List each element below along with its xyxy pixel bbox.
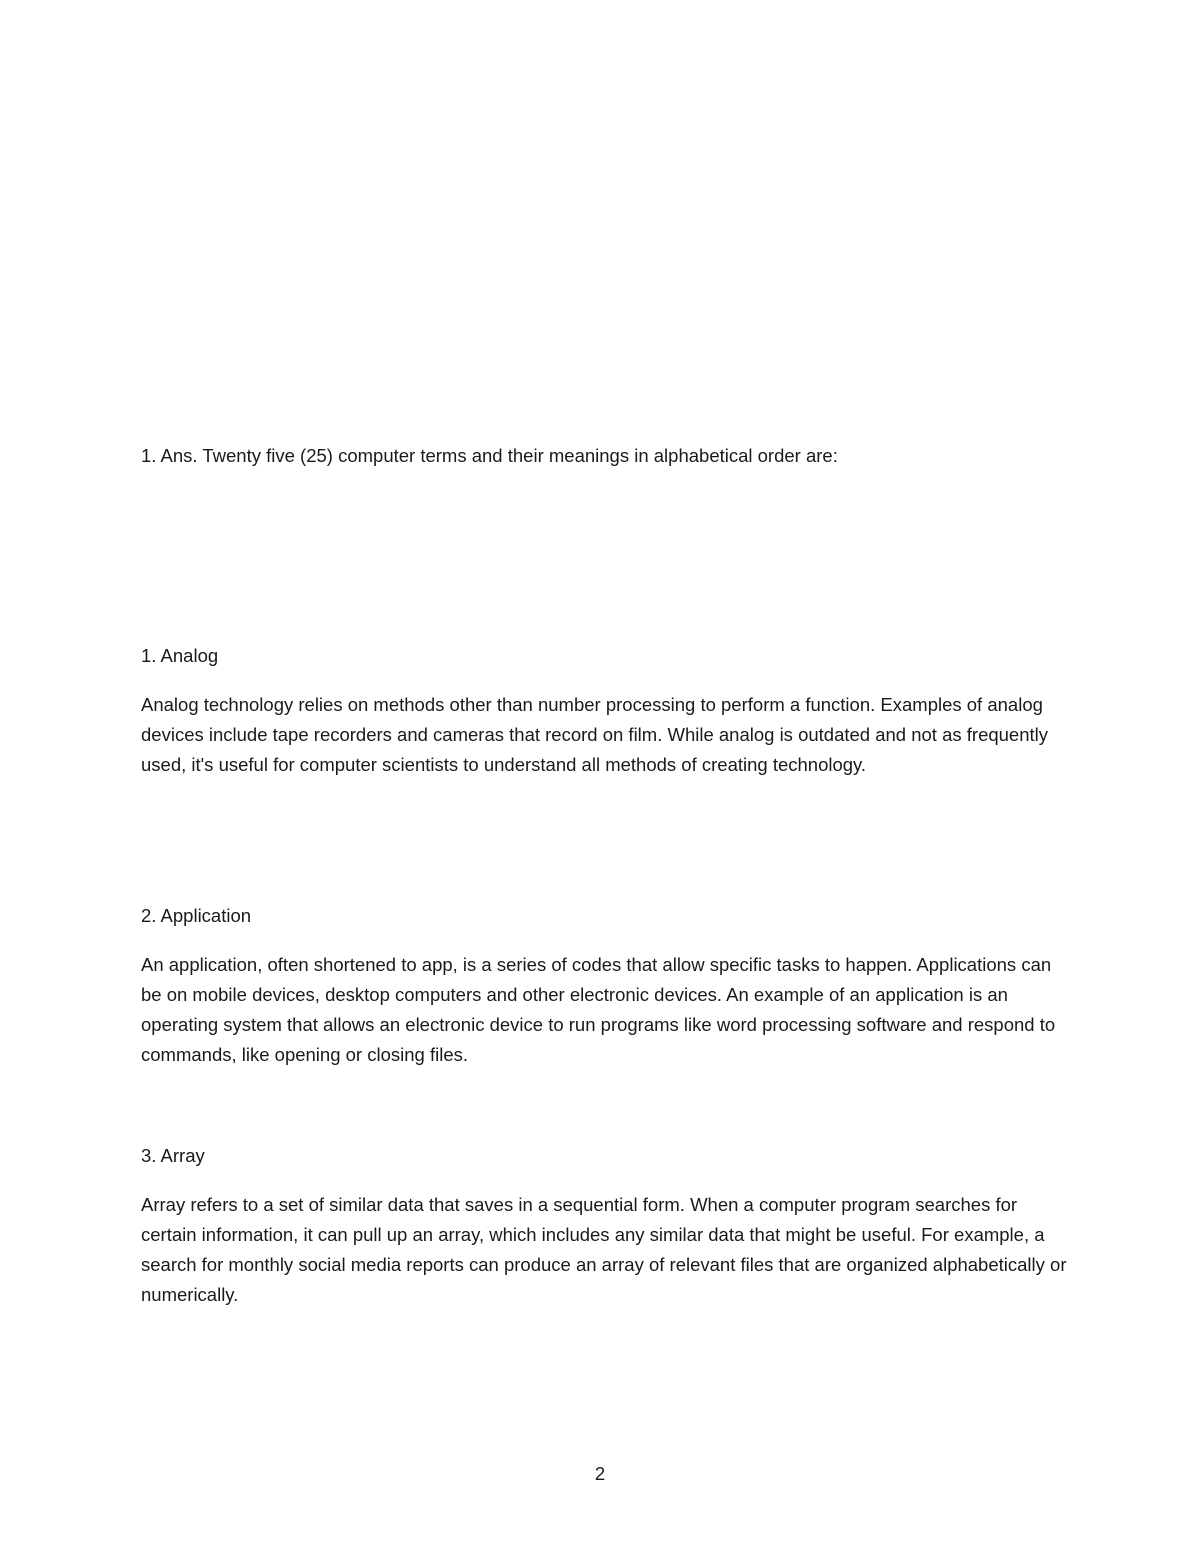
term-definition-array: Array refers to a set of similar data that saves in a sequential form. When a computer program searches for certain information, it can pull up an array, which includes any similar data that might be useful. For example, a search for monthly social media reports can produce an array of relevant files that are organized alphabetically or numerically. [141,1194,1067,1305]
term-definition-analog: Analog technology relies on methods other than number processing to perform a function. Examples of analog devices include tape recorders and cameras that record on film. While analog is outdated and not as frequently used, it's useful for computer scientists to understand all methods of creating technology. [141,694,1049,775]
intro-line: 1. Ans. Twenty five (25) computer terms and their meanings in alphabetical order are: [141,445,838,466]
term-definition-application: An application, often shortened to app, is a series of codes that allow specific tasks to happen. Applications can be on mobile devices, desktop computers and other electronic devices. An example of an application is an operating system that allows an electronic device to run programs like word processing software and respond to commands, like opening or closing files. [141,954,1056,1065]
term-heading-array: 3. Array [141,1145,205,1166]
page-number: 2 [594,1463,606,1484]
term-heading-application: 2. Application [141,905,252,926]
term-heading-analog: 1. Analog [141,645,219,666]
